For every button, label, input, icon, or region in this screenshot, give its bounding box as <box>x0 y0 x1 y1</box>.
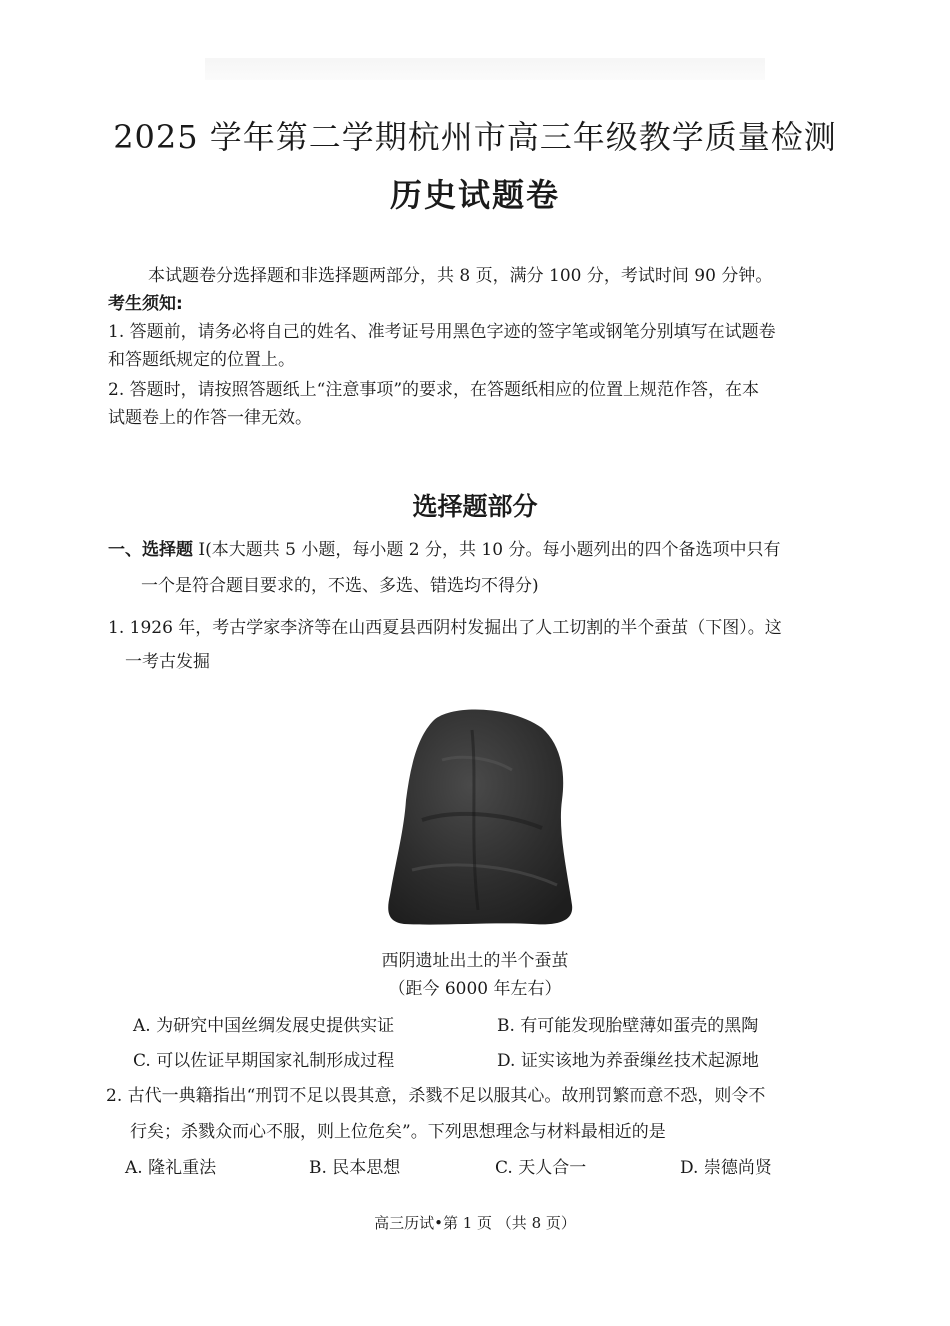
question-1-option-d: D. 证实该地为养蚕缫丝技术起源地 <box>497 1051 759 1071</box>
question-1-option-b: B. 有可能发现胎壁薄如蛋壳的黑陶 <box>497 1016 759 1036</box>
part-label: 一、选择题 <box>108 540 193 560</box>
part-description-line-2: 一个是符合题目要求的，不选、多选、错选均不得分) <box>141 576 539 596</box>
notice-item-1-line-2: 和答题纸规定的位置上。 <box>108 350 295 370</box>
notice-item-2-line-2: 试题卷上的作答一律无效。 <box>108 408 312 428</box>
part-one-heading <box>108 542 780 559</box>
question-2-option-d: D. 崇德尚贤 <box>680 1158 772 1178</box>
question-2-option-a: A. 隆礼重法 <box>125 1158 217 1178</box>
notice-item-2-line-1: 2. 答题时，请按照答题纸上“注意事项”的要求，在答题纸相应的位置上规范作答，在本 <box>108 380 760 400</box>
figure-caption: 西阴遗址出土的半个蚕茧 <box>381 951 569 971</box>
section-title: 选择题部分 <box>412 492 538 521</box>
question-2-line-2: 行矣；杀戮众而心不服，则上位危矣”。下列思想理念与材料最相近的是 <box>130 1122 666 1142</box>
question-1-line-1: 1. 1926 年，考古学家李济等在山西夏县西阴村发掘出了人工切割的半个蚕茧（下图）。这 <box>108 618 782 638</box>
page-footer: 高三历试•第 1 页 （共 8 页） <box>374 1214 576 1232</box>
notice-item-1-line-1: 1. 答题前，请务必将自己的姓名、准考证号用黑色字迹的签字笔或钢笔分别填写在试题卷 <box>108 322 776 342</box>
silkworm-cocoon-image <box>382 700 578 932</box>
exam-intro: 本试题卷分选择题和非选择题两部分，共 8 页，满分 100 分，考试时间 90 分钟。 <box>148 266 773 286</box>
figure-caption-date: （距今 6000 年左右） <box>388 979 562 999</box>
question-1-line-2: 一考古发掘 <box>125 652 210 672</box>
exam-title: 2025 学年第二学期杭州市高三年级教学质量检测 <box>113 118 837 156</box>
question-1-option-a: A. 为研究中国丝绸发展史提供实证 <box>133 1016 395 1036</box>
part-description: Ⅰ(本大题共 5 小题，每小题 2 分，共 10 分。每小题列出的四个备选项中只有 <box>198 540 781 560</box>
notice-heading: 考生须知: <box>108 294 183 314</box>
exam-subtitle: 历史试题卷 <box>389 176 560 214</box>
scan-artifact <box>205 58 765 80</box>
question-1-option-c: C. 可以佐证早期国家礼制形成过程 <box>133 1051 395 1071</box>
question-2-option-b: B. 民本思想 <box>309 1158 401 1178</box>
question-2-line-1: 2. 古代一典籍指出“刑罚不足以畏其意，杀戮不足以服其心。故刑罚繁而意不恐，则令不 <box>106 1086 766 1106</box>
question-2-option-c: C. 天人合一 <box>495 1158 587 1178</box>
